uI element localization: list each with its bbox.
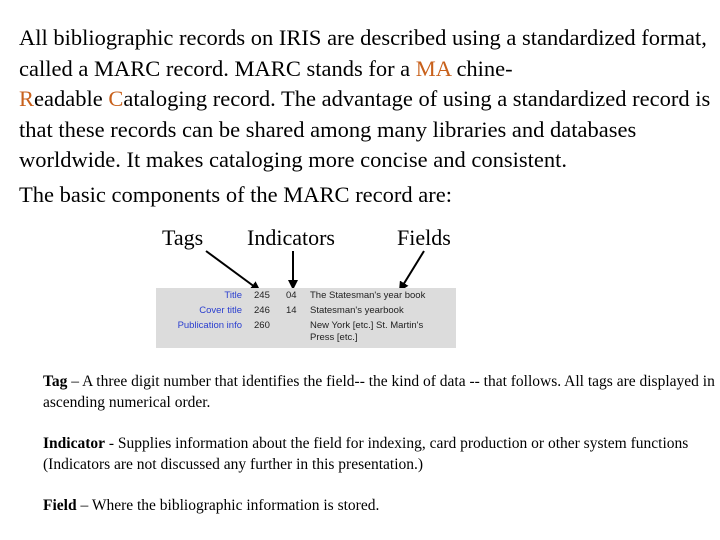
indicators-label: Indicators bbox=[247, 225, 335, 250]
marc-field-value: The Statesman's year book bbox=[310, 290, 426, 301]
marc-tag: 246 bbox=[254, 305, 270, 316]
marc-indicator: 14 bbox=[286, 305, 297, 316]
definition-tag bbox=[43, 372, 718, 413]
fields-label: Fields bbox=[397, 225, 451, 250]
intro-text-2: chine- bbox=[450, 55, 513, 81]
intro-highlight-r: R bbox=[19, 86, 35, 111]
definitions bbox=[43, 372, 718, 538]
marc-field-value: Statesman's yearbook bbox=[310, 305, 404, 316]
marc-record-sample bbox=[156, 288, 456, 348]
intro-text-4: ataloging record. The advantage of using a standardized record is that these records can be shared among many libraries and databases worldwide. It makes cataloging more concise and consistent. bbox=[19, 86, 711, 172]
definition-text: - Supplies information about the field for indexing, card production or other system functions (Indicators are not discussed any further in this presentation.) bbox=[43, 435, 689, 473]
definition-text: – Where the bibliographic information is stored. bbox=[76, 497, 380, 514]
intro-highlight-ma: MA bbox=[415, 55, 451, 81]
term-indicator: Indicator bbox=[43, 435, 105, 452]
tags-label: Tags bbox=[162, 225, 204, 250]
marc-field-value: New York [etc.] St. Martin's Press [etc.] bbox=[310, 320, 424, 343]
marc-field-name: Cover title bbox=[199, 305, 242, 316]
term-tag: Tag bbox=[43, 373, 68, 390]
definition-text: – A three digit number that identifies the field-- the kind of data -- that follows. All tags are displayed in ascending numerical order. bbox=[43, 373, 715, 411]
definition-indicator bbox=[43, 434, 718, 475]
marc-field-name: Title bbox=[224, 290, 242, 301]
fields-pointer-arrow-icon bbox=[400, 251, 424, 290]
intro-highlight-c: C bbox=[108, 86, 124, 111]
intro-text-3: eadable bbox=[34, 86, 109, 111]
tags-pointer-arrow-icon bbox=[206, 251, 259, 290]
intro-text-1: All bibliographic records on IRIS are described using a standardized format, called a MARC record. MARC stands for a bbox=[19, 25, 707, 81]
components-heading: The basic components of the MARC record are: bbox=[19, 182, 452, 207]
term-field: Field bbox=[43, 497, 77, 514]
marc-field-name: Publication info bbox=[177, 320, 242, 331]
marc-indicator: 04 bbox=[286, 290, 297, 301]
marc-tag: 245 bbox=[254, 290, 270, 301]
marc-tag: 260 bbox=[254, 320, 270, 331]
intro-paragraph bbox=[19, 23, 719, 176]
definition-field bbox=[43, 496, 718, 517]
